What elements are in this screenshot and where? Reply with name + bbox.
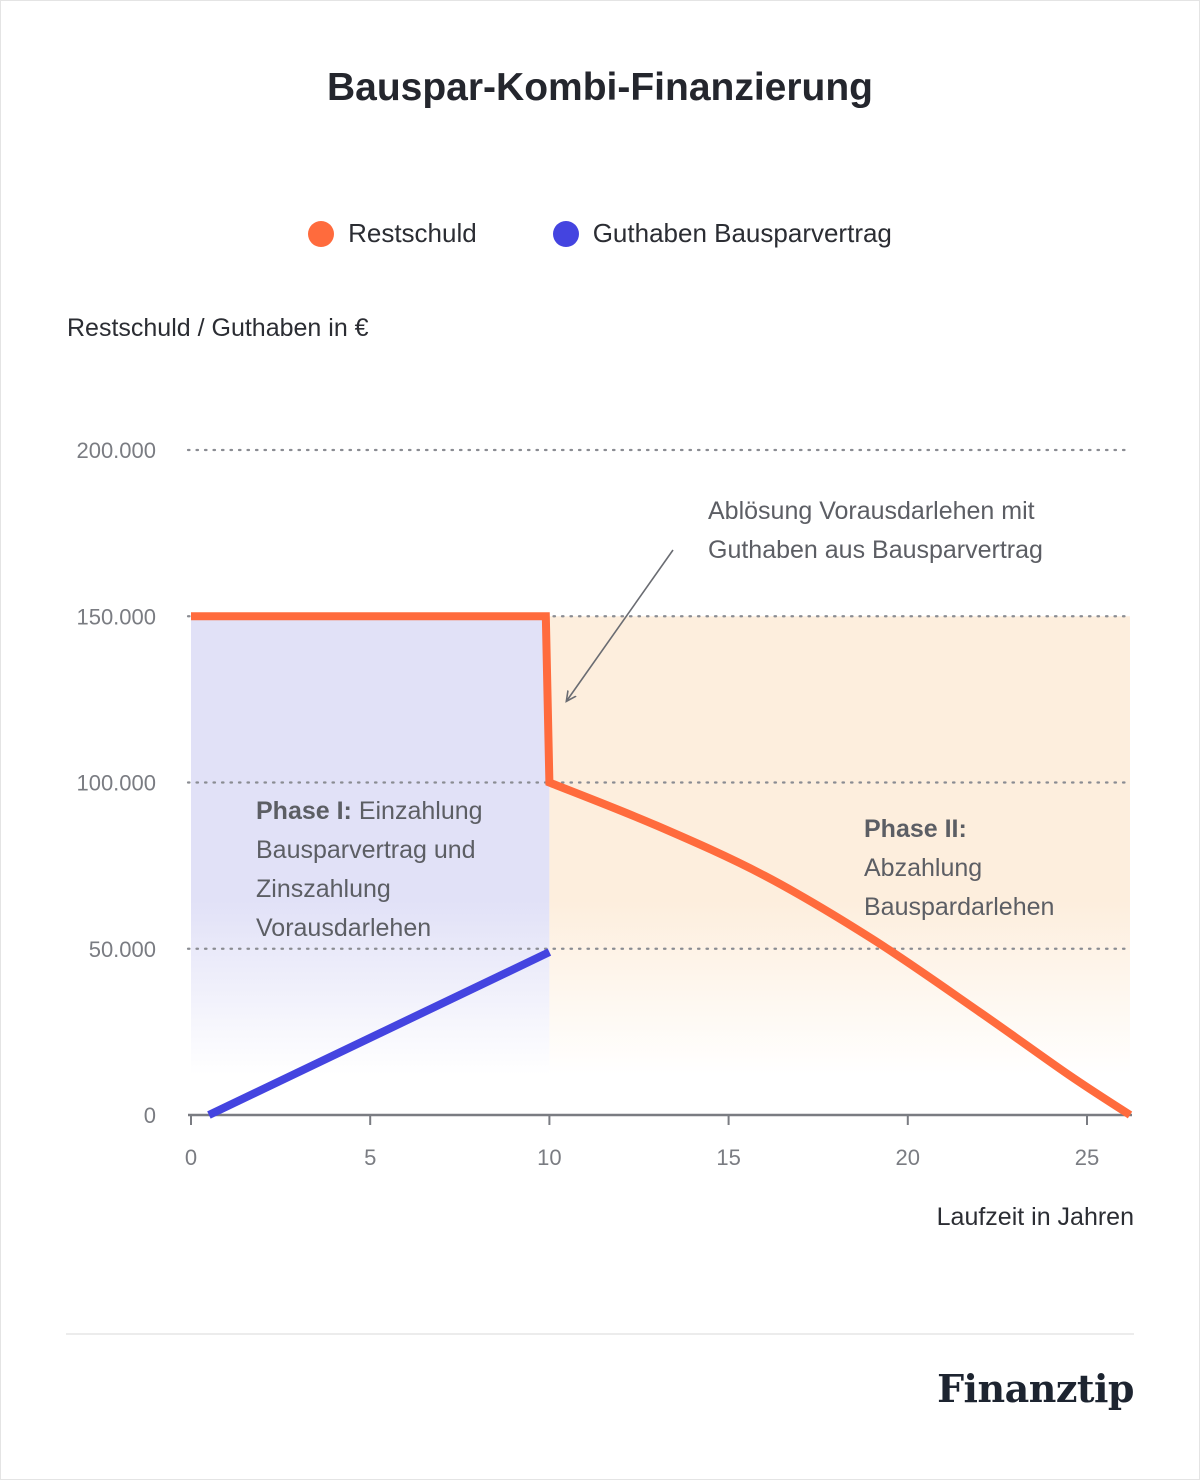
y-axis-title: Restschuld / Guthaben in € bbox=[67, 314, 369, 342]
y-tick-label: 0 bbox=[143, 1103, 156, 1128]
phase1-line2: Bausparvertrag und bbox=[256, 836, 476, 864]
callout-annotation bbox=[708, 492, 1128, 570]
x-tick-label: 15 bbox=[716, 1145, 741, 1170]
phase2-line2: Bauspardarlehen bbox=[864, 893, 1055, 921]
x-tick-label: 20 bbox=[895, 1145, 921, 1170]
phase1-line4: Vorausdarlehen bbox=[256, 914, 432, 942]
x-axis-title: Laufzeit in Jahren bbox=[936, 1203, 1134, 1231]
phase2-line1: Abzahlung bbox=[864, 854, 983, 882]
phase2-annotation bbox=[864, 810, 1054, 927]
x-tick-label: 0 bbox=[184, 1145, 198, 1170]
phase1-line3: Zinszahlung bbox=[256, 875, 391, 903]
footer-divider bbox=[66, 1333, 1134, 1335]
chart-title: Bauspar-Kombi-Finanzierung bbox=[326, 66, 874, 109]
phase1-line1: Einzahlung bbox=[358, 797, 483, 825]
legend-label-restschuld: Restschuld bbox=[348, 218, 477, 248]
x-tick-label: 5 bbox=[364, 1145, 377, 1170]
y-tick-label: 200.000 bbox=[76, 438, 156, 463]
y-tick-label: 100.000 bbox=[76, 770, 156, 796]
phase1-title: Phase I: bbox=[256, 797, 352, 825]
callout-line1: Ablösung Vorausdarlehen mit bbox=[708, 497, 1035, 525]
phase2-title: Phase II: bbox=[864, 815, 967, 843]
legend-label-guthaben: Guthaben Bausparvertrag bbox=[592, 218, 892, 248]
x-tick-label: 10 bbox=[537, 1145, 562, 1170]
y-tick-label: 150.000 bbox=[76, 604, 156, 630]
callout-line2: Guthaben aus Bausparvertrag bbox=[708, 536, 1043, 564]
y-tick-label: 50.000 bbox=[88, 936, 156, 962]
finanztip-logo: Finanztip bbox=[937, 1366, 1134, 1411]
x-tick-label: 25 bbox=[1074, 1145, 1100, 1170]
phase1-annotation bbox=[256, 792, 483, 948]
